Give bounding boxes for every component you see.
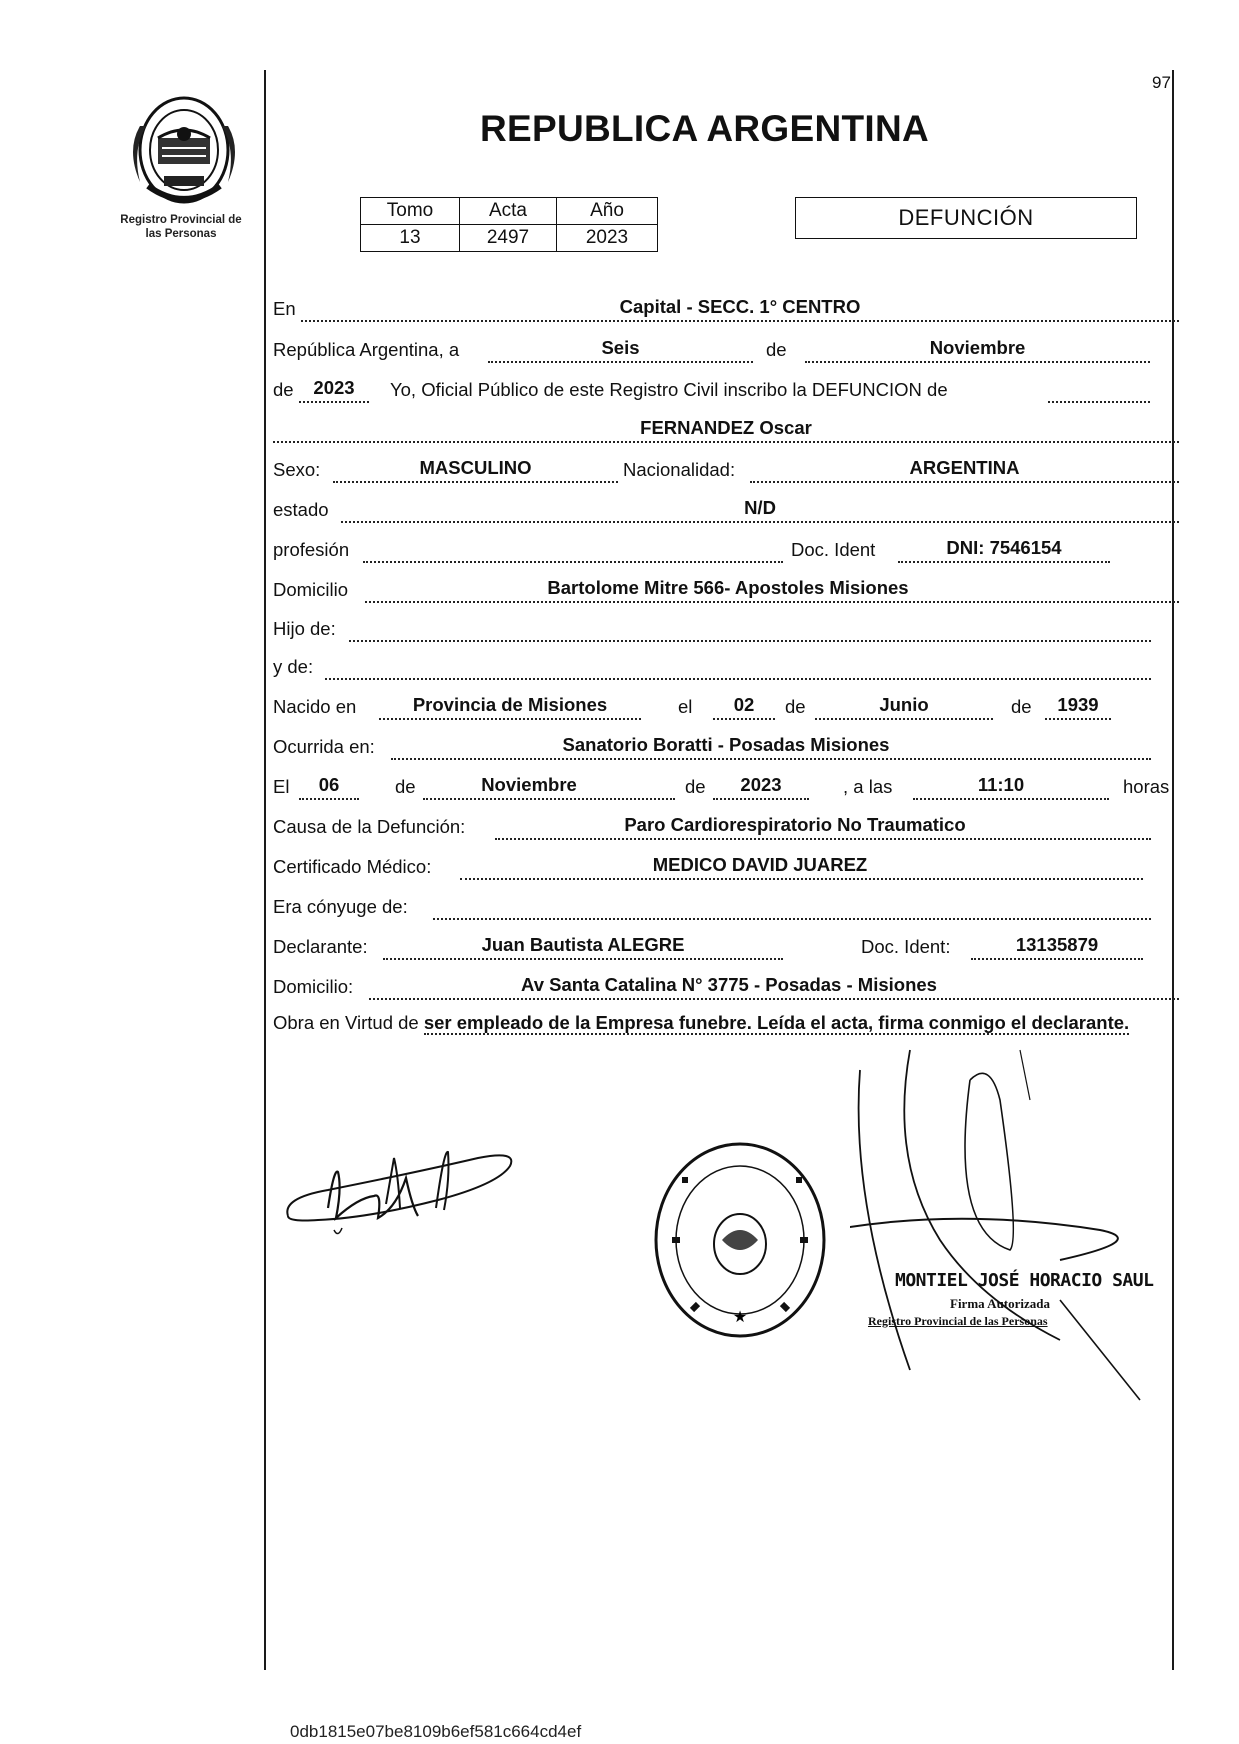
fallec-mes-value: Noviembre [481,774,577,795]
horas-label: horas [1123,776,1170,797]
ocurrida-value: Sanatorio Boratti - Posadas Misiones [562,734,890,755]
sexo-label: Sexo: [273,459,321,480]
declarante-value: Juan Bautista ALEGRE [481,934,685,955]
authorized-signer-role: Firma Autorizada [950,1296,1051,1311]
nombre-value: FERNANDEZ Oscar [640,417,812,438]
y-de-fill [325,652,1151,680]
anio-value: 2023 [557,225,658,252]
anio-value: 2023 [313,377,355,398]
ocurrida-label: Ocurrida en: [273,736,375,757]
certificado-label: Certificado Médico: [273,856,432,877]
row-conyuge [273,890,1179,920]
row-inscribo [273,373,1179,403]
de-label: de [766,339,787,360]
record-type-box: DEFUNCIÓN [795,197,1137,239]
row-declarante [273,930,1179,960]
nacionalidad-label: Nacionalidad: [623,459,736,480]
official-signature [850,1040,1170,1430]
inscribo-text: Yo, Oficial Público de este Registro Civil inscribo la DEFUNCION de [390,379,948,400]
conyuge-fill [433,892,1151,920]
mes-value: Noviembre [929,337,1026,358]
en-label: En [273,298,296,319]
sexo-value: MASCULINO [419,457,532,478]
fallec-de1-label: de [395,776,416,797]
row-fallecimiento [273,770,1179,800]
certificado-value: MEDICO DAVID JUAREZ [652,854,868,875]
nacido-label: Nacido en [273,696,357,717]
logo-caption [96,213,266,241]
doc-ident-value: DNI: 7546154 [946,537,1062,558]
svg-text:★: ★ [732,1307,748,1326]
nac-de2-label: de [1011,696,1032,717]
fallec-de2-label: de [685,776,706,797]
a-las-label: , a las [843,776,893,797]
nac-dia-value: 02 [733,694,755,715]
doc-ident-label: Doc. Ident [791,539,876,560]
decl-domicilio-value: Av Santa Catalina N° 3775 - Posadas - Misiones [521,974,937,995]
estado-label: estado [273,499,329,520]
row-nacido [273,690,1179,720]
fallec-dia-value: 06 [318,774,340,795]
row-estado [273,493,1179,523]
domicilio-label: Domicilio [273,579,349,600]
row-fecha [273,333,1179,363]
tomo-header: Tomo [361,198,460,225]
obra-text: ser empleado de la Empresa funebre. Leída el acta, firma conmigo el declarante. [423,1012,1130,1033]
hijo-fill [349,614,1151,642]
obra-label: Obra en Virtud de [273,1012,419,1033]
nac-anio-value: 1939 [1057,694,1099,715]
acta-header: Acta [460,198,557,225]
anio-prefix: de [273,379,294,400]
el-label: el [678,696,693,717]
decl-domicilio-label: Domicilio: [273,976,354,997]
fallec-anio-value: 2023 [740,774,782,795]
row-ocurrida [273,730,1179,760]
conyuge-label: Era cónyuge de: [273,896,408,917]
nacionalidad-value: ARGENTINA [909,457,1020,478]
domicilio-value: Bartolome Mitre 566- Apostoles Misiones [547,577,909,598]
en-value: Capital - SECC. 1° CENTRO [619,296,861,317]
inscribo-fill [1048,375,1150,403]
fallec-el-label: El [273,776,290,797]
left-margin-line [264,70,266,1670]
hora-value: 11:10 [977,774,1025,795]
row-hijo [273,612,1179,642]
document-hash: 0db1815e07be8109b6ef581c664cd4ef [290,1722,582,1741]
acta-value: 2497 [460,225,557,252]
profesion-label: profesión [273,539,350,560]
row-domicilio [273,573,1179,603]
obra-en-virtud [273,1008,1179,1037]
dia-value: Seis [601,337,640,358]
estado-value: N/D [744,497,776,518]
nacido-value: Provincia de Misiones [412,694,608,715]
row-en [273,292,1179,322]
decl-doc-value: 13135879 [1015,934,1099,955]
anio-header: Año [557,198,658,225]
authorized-signer-name: MONTIEL JOSÉ HORACIO SAUL [895,1270,1154,1291]
declarante-signature [278,1138,526,1258]
row-profesion [273,533,1179,563]
profesion-fill [363,535,783,563]
nac-de1-label: de [785,696,806,717]
row-nombre [273,413,1179,443]
republica-label: República Argentina, a [273,339,460,360]
authorized-signer-org: Registro Provincial de las Personas [868,1314,1048,1328]
row-y-de [273,650,1179,680]
tomo-value: 13 [361,225,460,252]
provincia-misiones-logo [118,86,250,216]
causa-label: Causa de la Defunción: [273,816,466,837]
decl-doc-label: Doc. Ident: [861,936,951,957]
page-title: REPUBLICA ARGENTINA [480,108,930,149]
hijo-label: Hijo de: [273,618,336,639]
registro-stamp [652,1140,828,1340]
page-number: 97 [1152,73,1171,92]
declarante-label: Declarante: [273,936,368,957]
logo-caption-line: las Personas [145,228,217,240]
row-sexo [273,453,1179,483]
row-causa [273,810,1179,840]
row-certificado [273,850,1179,880]
logo-caption-line: Registro Provincial de [120,214,242,226]
nac-mes-value: Junio [879,694,929,715]
row-decl-domicilio [273,970,1179,1000]
y-de-label: y de: [273,656,314,677]
causa-value: Paro Cardiorespiratorio No Traumatico [624,814,966,835]
record-number-table [360,197,658,252]
